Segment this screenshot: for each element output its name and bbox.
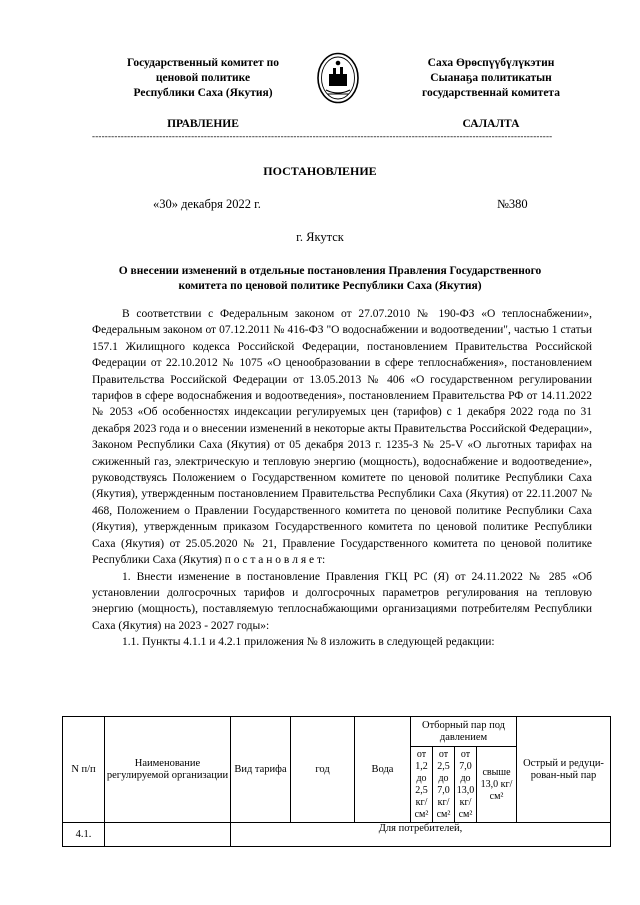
table-header-number: N п/п: [63, 717, 105, 823]
header-left-line: ценовой политике: [155, 72, 251, 84]
table-row-consumers: Для потребителей,: [231, 823, 611, 847]
header-right-line: государственнай комитета: [422, 87, 560, 99]
document-date: «30» декабря 2022 г.: [153, 197, 261, 211]
table-header-organization: Наименование регулируемой организации: [105, 717, 231, 823]
body-paragraph: 1. Внести изменение в постановление Правления ГКЦ РС (Я) от 24.11.2022 № 285 «Об установлении долгосрочных тарифов и долгосрочных параметров регулирования на тепловую энергию (мощность), поставляемую теплоснабжающими организациями потребителям Республики Саха (Якутия) на 2023 - 2027 годы»:: [92, 570, 592, 632]
table-header-pressure-1: от 1,2 до 2,5 кг/см²: [411, 747, 433, 823]
table-row-organization: [105, 823, 231, 847]
document-title: ПОСТАНОВЛЕНИЕ: [263, 164, 377, 178]
header-left-line: Государственный комитет по: [127, 57, 279, 69]
table-header-sharp-steam: Острый и редуци-рован-ный пар: [517, 717, 611, 823]
header-right-line: Сыанаҕа политикатын: [430, 72, 552, 84]
header-right-organization: [376, 56, 606, 101]
header-right-line: Саха Өрөспүүбүлүкэтин: [427, 57, 555, 69]
table-header-water: Вода: [355, 717, 411, 823]
header-left-line: Республики Саха (Якутия): [133, 87, 273, 99]
table-header-steam: Отборный пар под давлением: [411, 717, 517, 747]
header-left-organization: [88, 56, 318, 101]
header-left-board: ПРАВЛЕНИЕ: [167, 118, 239, 130]
table-header-pressure-2: от 2,5 до 7,0 кг/ см²: [433, 747, 455, 823]
header-right-board: САЛАЛТА: [462, 118, 520, 130]
tariff-table: [62, 716, 611, 847]
body-paragraph: 1.1. Пункты 4.1.1 и 4.2.1 приложения № 8 изложить в следующей редакции:: [122, 636, 495, 649]
body-paragraph: В соответствии с Федеральным законом от 27.07.2010 № 190-ФЗ «О теплоснабжении», Федеральным законом от 07.12.2011 № 416-ФЗ "О водоснабжении и водоотведении", частью 1 статьи 157.1 Жилищного кодекса Российской Федерации, постановлением Правительства Российской Федерации от 22.10.2012 № 1075 «О ценообразовании в сфере теплоснабжения», постановлением Правительства Российской Федерации от 13.05.2013 № 406 «О государственном регулировании тарифов в сфере водоснабжения и водоотведения», постановлением Правительства РФ от 14.11.2022 № 2053 «Об особенностях индексации регулируемых цен (тарифов) с 1 декабря 2022 года по 31 декабря 2023 года и о внесении изменений в некоторые акты Правительства Российской Федерации», Законом Республики Саха (Якутия) от 05 декабря 2013 г. 1235-З № 25-V «О льготных тарифах на сжиженный газ, электрическую и тепловую энергию (мощность), водоснабжение и водоотведение», руководствуясь Положением о Государственном комитете по ценовой политике Республики Саха (Якутия), утвержденным постановлением Правительства Республики Саха (Якутия) от 22.11.2007 № 468, Положением о Правлении Государственного комитета по ценовой политике Республики Саха (Якутия), утвержденным приказом Государственного комитета по ценовой политике Республики Саха (Якутия) от 25.05.2020 № 21, Правление Государственного комитета по ценовой политике Республики Саха (Якутия) п о с т а н о в л я е т:: [92, 308, 592, 567]
document-number: №380: [497, 197, 528, 211]
table-header-year: год: [291, 717, 355, 823]
table-row-number: 4.1.: [63, 823, 105, 847]
coat-of-arms-emblem: [317, 52, 359, 104]
document-subject: О внесении изменений в отдельные постановления Правления Государственного комитета по ценовой политике Республики Саха (Якутия): [118, 265, 542, 292]
document-body: [92, 306, 592, 651]
table-header-pressure-4: свыше 13,0 кг/ см²: [477, 747, 517, 823]
document-city: г. Якутск: [296, 230, 344, 244]
header-divider: ------------------------------------------------------------------------------------------------------------------------------------------------: [92, 131, 553, 141]
table-header-pressure-3: от 7,0 до 13,0 кг/ см²: [455, 747, 477, 823]
table-header-tariff-type: Вид тарифа: [231, 717, 291, 823]
